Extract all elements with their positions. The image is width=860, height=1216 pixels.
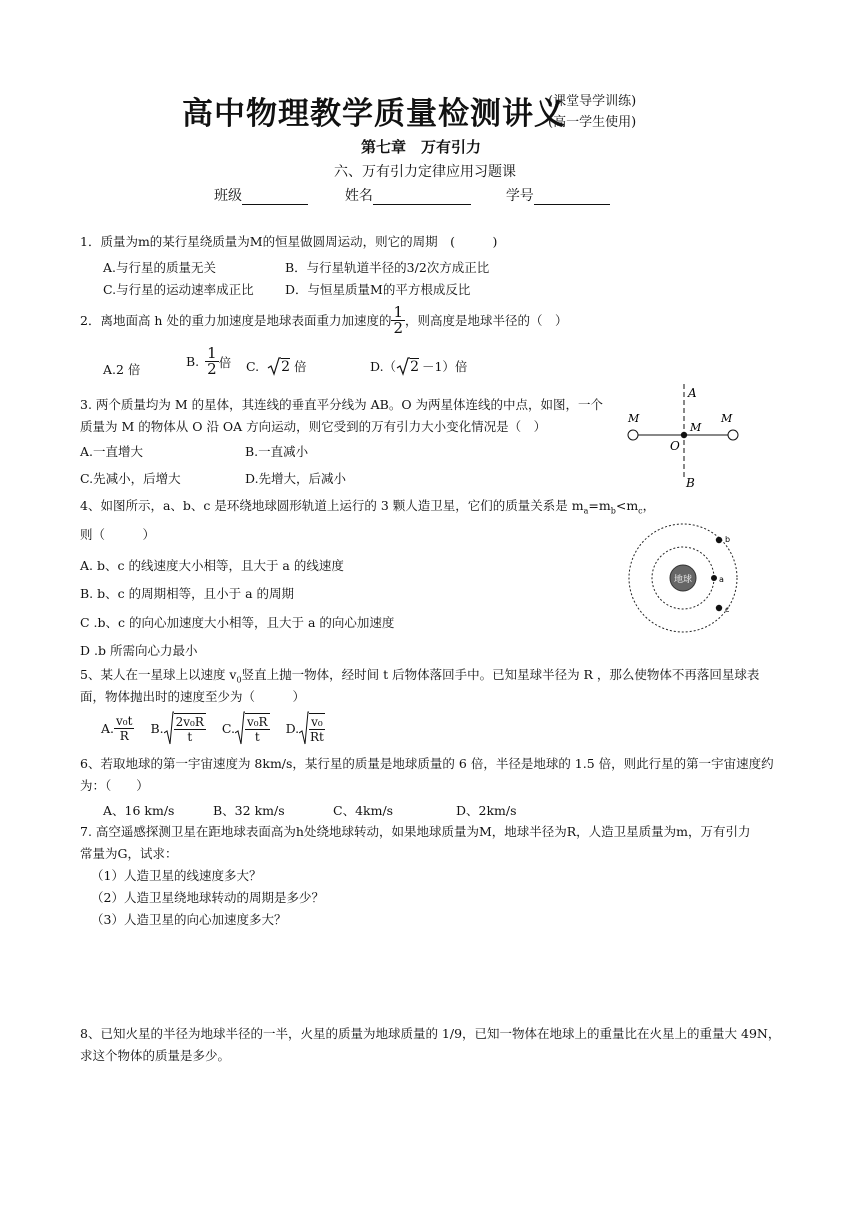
q2-b-label: B.: [186, 354, 200, 369]
q1-option-c[interactable]: C.与行星的运动速率成正比: [103, 282, 254, 297]
q4-orbit-figure: [624, 520, 746, 636]
q4-rel: =m: [588, 498, 611, 513]
q3-option-c[interactable]: C.先减小，后增大: [80, 471, 181, 486]
q2-option-c[interactable]: [246, 356, 307, 376]
satellite-c: [716, 605, 722, 611]
q2-stem: [80, 305, 568, 336]
fig-label-a: A: [688, 386, 697, 400]
q5-a-num: v₀t: [116, 713, 133, 728]
q6-line1: 6、若取地球的第一宇宙速度为 8km/s，某行星的质量是地球质量的 6 倍，半径是地球的 1.5 倍，则此行星的第一宇宙速度约: [80, 756, 774, 771]
q5-line1-part1: 5、某人在一星球上以速度 v: [80, 667, 237, 682]
q5-line2: 面，物体抛出时的速度至少为（ ）: [80, 689, 306, 704]
q6-option-b[interactable]: B、32 km/s: [213, 803, 285, 818]
sqrt-icon: [299, 711, 309, 745]
q2-c-label: C.: [246, 358, 260, 374]
q2-option-a[interactable]: A.2 倍: [103, 362, 141, 377]
q3-line1: 3. 两个质量均为 M 的星体，其连线的垂直平分线为 AB。O 为两星体连线的中点，如图，一个: [80, 397, 604, 412]
q5-b-frac: [174, 713, 206, 744]
satellite-a: [711, 575, 717, 581]
sqrt-icon: [267, 356, 281, 376]
q4-option-c[interactable]: C .b、c 的向心加速度大小相等，且大于 a 的向心加速度: [80, 615, 395, 630]
q5-option-d[interactable]: [286, 711, 325, 745]
q5-a-den: R: [119, 728, 129, 743]
q5-options: [101, 711, 325, 745]
q7-part1: （1）人造卫星的线速度多大？: [91, 868, 262, 883]
q3-option-a[interactable]: A.一直增大: [80, 444, 144, 459]
q2-c-radicand: 2: [281, 358, 291, 375]
q2-d-label: D.（: [370, 359, 397, 374]
q3-option-d[interactable]: D.先增大，后减小: [245, 471, 347, 486]
q3-figure: [620, 378, 740, 494]
q7-part3: （3）人造卫星的向心加速度多大？: [91, 912, 287, 927]
q5-d-label: D.: [285, 720, 300, 736]
q5-option-a[interactable]: [101, 714, 134, 743]
q8-line1: 8、已知火星的半径为地球半径的一半，火星的质量为地球质量的 1/9，已知一物体在地球上的重量比在火星上的重量大 49N，: [80, 1026, 781, 1041]
q4-lt: <m: [615, 498, 639, 513]
title-tag-2: (高一学生使用): [548, 115, 637, 130]
q6-option-d[interactable]: D、2km/s: [456, 803, 517, 818]
q5-b-num: 2v₀R: [175, 714, 204, 729]
satellite-b: [716, 537, 722, 543]
q3-line2: 质量为 M 的物体从 O 沿 OA 方向运动，则它受到的万有引力大小变化情况是（ ）: [80, 419, 547, 434]
q2-frac-den: 2: [393, 319, 403, 337]
q5-c-num: v₀R: [246, 714, 268, 729]
q6-option-a[interactable]: A、16 km/s: [103, 803, 175, 818]
q2-option-d[interactable]: [370, 356, 467, 376]
sqrt-icon: [396, 356, 410, 376]
q5-option-b[interactable]: [150, 711, 205, 745]
id-blank[interactable]: [534, 190, 610, 205]
q4-option-b[interactable]: B. b、c 的周期相等，且小于 a 的周期: [80, 586, 295, 601]
star-right: [728, 430, 738, 440]
sqrt-icon: [164, 711, 174, 745]
q2-b-frac-num: 1: [207, 344, 217, 362]
q6-option-c[interactable]: C、4km/s: [333, 803, 394, 818]
q2-c-suffix: 倍: [294, 359, 307, 374]
q8-line2: 求这个物体的质量是多少。: [80, 1048, 231, 1063]
q5-d-den: Rt: [310, 729, 324, 744]
id-label: 学号: [505, 188, 534, 204]
title-tag-1: (课堂导学训练): [548, 94, 637, 109]
label-c: c: [725, 605, 730, 614]
fig-label-o: O: [670, 439, 680, 453]
q4-sub-c: c: [638, 506, 643, 516]
earth-label: 地球: [673, 575, 693, 585]
student-info-row: [214, 185, 610, 205]
q2-d-suffix: －1）倍: [421, 359, 468, 374]
q4-sub-a: a: [583, 506, 589, 516]
q4-end: ，: [642, 498, 656, 513]
q5-line1-part2: 竖直上抛一物体，经时间 t 后物体落回手中。已知星球半径为 R ，那么使物体不再落回星球表: [241, 667, 760, 682]
q5-c-label: C.: [221, 720, 235, 736]
q4-option-a[interactable]: A. b、c 的线速度大小相等，且大于 a 的线速度: [80, 558, 344, 573]
name-label: 姓名: [344, 188, 373, 204]
q1-stem: 1．质量为m的某行星绕质量为M的恒星做圆周运动，则它的周期 ( ): [80, 234, 498, 249]
q4-sub-b: b: [610, 506, 616, 516]
q4-stem-text: 4、如图所示，a、b、c 是环绕地球圆形轨道上运行的 3 颗人造卫星，它们的质量关系是 m: [80, 498, 584, 513]
star-left: [628, 430, 638, 440]
label-a: a: [719, 575, 724, 584]
q4-option-d[interactable]: D .b 所需向心力最小: [80, 643, 198, 658]
q7-line2: 常量为G，试求：: [80, 846, 178, 861]
q7-line1: 7. 高空遥感探测卫星在距地球表面高为h处绕地球转动，如果地球质量为M，地球半径为R，人造卫星质量为m，万有引力: [80, 824, 751, 839]
q5-a-frac: [114, 714, 134, 743]
q2-fraction: [391, 305, 405, 336]
q2-b-fraction: [205, 346, 219, 377]
q2-b-suffix: 倍: [218, 354, 232, 370]
document-title: 高中物理教学质量检测讲义: [182, 96, 566, 132]
name-blank[interactable]: [373, 190, 471, 205]
fig-label-m-left: M: [628, 412, 640, 425]
q5-sub0: 0: [236, 675, 242, 685]
q2-stem-part1: 2．离地面高 h 处的重力加速度是地球表面重力加速度的: [80, 312, 392, 328]
q5-option-c[interactable]: [222, 711, 270, 745]
q2-b-frac-den: 2: [207, 360, 217, 378]
sqrt-icon: [235, 711, 245, 745]
q7-part2: （2）人造卫星绕地球转动的周期是多少？: [91, 890, 324, 905]
lesson-heading: 六、万有引力定律应用习题课: [334, 164, 516, 180]
q5-d-frac: [309, 713, 325, 744]
q5-c-frac: [245, 713, 270, 744]
q2-option-b[interactable]: [186, 346, 231, 377]
q6-line2: 为：（ ）: [80, 778, 149, 793]
q3-option-b[interactable]: B.一直减小: [245, 444, 309, 459]
fig-label-m-right: M: [721, 412, 733, 425]
q1-option-a[interactable]: A.与行星的质量无关: [103, 260, 217, 275]
label-b: b: [725, 535, 731, 544]
q5-d-num: v₀: [311, 714, 323, 729]
q5-c-den: t: [254, 729, 260, 744]
q2-stem-part2: ，则高度是地球半径的（ ）: [405, 312, 568, 328]
fig-label-m-mid: M: [690, 421, 702, 434]
chapter-heading: 第七章 万有引力: [361, 138, 482, 156]
q1-option-b[interactable]: B．与行星轨道半径的3/2次方成正比: [285, 260, 490, 275]
q5-b-label: B.: [150, 720, 164, 736]
fig-label-b: B: [686, 476, 695, 490]
q2-d-radicand: 2: [410, 358, 419, 375]
q5-b-den: t: [187, 729, 193, 744]
object-point: [681, 432, 687, 438]
q4-then: 则（ ）: [80, 527, 156, 542]
q4-stem: [80, 498, 655, 520]
q2-frac-num: 1: [393, 303, 403, 321]
q5-a-label: A.: [101, 720, 115, 736]
q5-line1: [80, 667, 759, 689]
class-blank[interactable]: [242, 190, 308, 205]
q1-option-d[interactable]: D．与恒星质量M的平方根成反比: [285, 282, 471, 297]
class-label: 班级: [214, 188, 242, 204]
